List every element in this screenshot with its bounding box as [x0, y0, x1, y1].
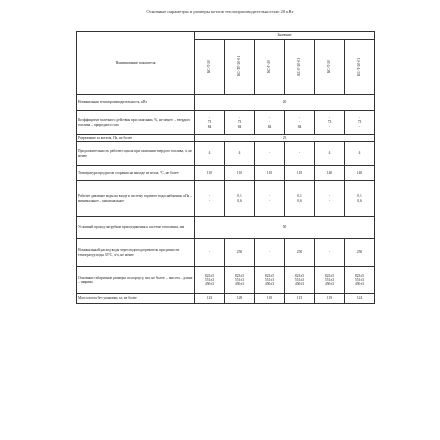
cell-value: -	[328, 124, 331, 129]
row-value: 20	[195, 95, 375, 111]
cell-value: 4	[238, 151, 241, 156]
model-header-cell	[195, 40, 225, 95]
model-name: КС-Т-20	[207, 59, 212, 73]
model-name: КС-Т-20	[327, 59, 332, 73]
table-row	[77, 294, 375, 304]
cell-value: -	[208, 116, 211, 121]
cell-value: 450±3	[354, 282, 365, 287]
value-cell	[345, 111, 375, 135]
value-cell	[225, 181, 255, 217]
row-label: Разрежение за котлом, Па, не более	[77, 135, 195, 142]
cell-value: 0,6	[297, 198, 302, 203]
model-header-cell	[285, 40, 315, 95]
value-cell	[345, 181, 375, 217]
cell-value: -	[268, 198, 271, 203]
cell-value: 84	[207, 124, 212, 129]
cell-value: -	[328, 194, 331, 199]
row-label: Температура продуктов сгорания на выходе из котла, °С, не более	[77, 166, 195, 181]
row-value: 25	[195, 135, 375, 142]
cell-value: 551±3	[234, 277, 245, 282]
header-row	[77, 32, 375, 40]
value-cell	[255, 267, 285, 294]
cell-value: 110	[296, 170, 303, 175]
cell-value: 0,1	[297, 194, 302, 199]
cell-value: 823±5	[234, 273, 245, 278]
value-cell	[255, 111, 285, 135]
cell-value: 4	[358, 151, 361, 156]
cell-value: 250	[296, 250, 303, 255]
document-title: Основные параметры и размеры котлов теплопроизводительностью 20 кВт	[146, 9, 294, 14]
value-cell	[345, 142, 375, 166]
values-column-header: Значение	[195, 32, 375, 40]
value-cell	[195, 142, 225, 166]
value-cell	[195, 294, 225, 304]
cell-value: -	[358, 124, 361, 129]
cell-value: 823±5	[324, 273, 335, 278]
value-cell	[225, 142, 255, 166]
cell-value: 110	[236, 170, 243, 175]
value-cell	[285, 294, 315, 304]
cell-value: 73	[207, 120, 212, 125]
cell-value: 84	[237, 124, 242, 129]
cell-value: -	[208, 194, 211, 199]
table-row	[77, 95, 375, 111]
cell-value: -	[268, 250, 271, 255]
cell-value: 123	[206, 296, 213, 301]
cell-value: 128	[236, 296, 243, 301]
value-cell	[195, 239, 225, 267]
cell-value: -	[268, 151, 271, 156]
model-name: КС-ТГ-20-01	[237, 56, 242, 77]
table-row	[77, 111, 375, 135]
value-cell	[285, 181, 315, 217]
row-label: Масса котла без упаковки, кг, не более	[77, 294, 195, 304]
value-cell	[255, 166, 285, 181]
value-cell	[315, 142, 345, 166]
cell-value: 119	[326, 296, 333, 301]
cell-value: -	[238, 116, 241, 121]
cell-value: 450±3	[234, 282, 245, 287]
cell-value: 551±3	[294, 277, 305, 282]
value-cell	[315, 267, 345, 294]
table-row	[77, 142, 375, 166]
row-label: Условный проход патрубков присоединения к системе отопления, мм	[77, 217, 195, 239]
cell-value: 84	[297, 124, 302, 129]
value-cell	[225, 294, 255, 304]
cell-value: 823±5	[204, 273, 215, 278]
value-cell	[285, 267, 315, 294]
cell-value: -	[208, 198, 211, 203]
parameters-table	[76, 31, 375, 304]
name-column-header: Наименование показателя	[77, 32, 195, 95]
value-cell	[195, 111, 225, 135]
cell-value: 110	[206, 170, 213, 175]
cell-value: -	[268, 194, 271, 199]
table-row	[77, 166, 375, 181]
row-label: Номинальный расход воды через водоподогреватель при разности температур воды 35°С, л/ч, не менее	[77, 239, 195, 267]
value-cell	[225, 111, 255, 135]
value-cell	[285, 111, 315, 135]
cell-value: 0,1	[357, 194, 362, 199]
table-row	[77, 267, 375, 294]
value-cell	[315, 294, 345, 304]
row-label: Продолжительность рабочего цикла при сжигании твердого топлива, ч, не менее	[77, 142, 195, 166]
cell-value: 110	[266, 296, 273, 301]
cell-value: 110	[266, 170, 273, 175]
value-cell	[315, 166, 345, 181]
cell-value: 551±3	[324, 277, 335, 282]
cell-value: 140	[356, 170, 363, 175]
cell-value: 250	[356, 250, 363, 255]
table-row	[77, 217, 375, 239]
model-header-cell	[255, 40, 285, 95]
value-cell	[315, 111, 345, 135]
value-cell	[195, 181, 225, 217]
cell-value: 73	[327, 120, 332, 125]
cell-value: 4	[208, 151, 211, 156]
value-cell	[225, 267, 255, 294]
cell-value: -	[208, 250, 211, 255]
value-cell	[345, 166, 375, 181]
cell-value: -	[298, 120, 301, 125]
value-cell	[285, 142, 315, 166]
cell-value: 823±5	[354, 273, 365, 278]
cell-value: -	[298, 151, 301, 156]
value-cell	[255, 181, 285, 217]
value-cell	[285, 239, 315, 267]
cell-value: -	[328, 116, 331, 121]
row-label: Коэффициент полезного действия при сжигании, %, не менее: – твердого топлива – природного газа	[77, 111, 195, 135]
value-cell	[345, 267, 375, 294]
table-row	[77, 239, 375, 267]
value-cell	[255, 142, 285, 166]
model-header-cell	[225, 40, 255, 95]
model-name: КС-Г-20	[267, 59, 272, 73]
model-name: КС-Т-20-01	[357, 57, 362, 76]
value-cell	[285, 166, 315, 181]
cell-value: 450±3	[294, 282, 305, 287]
cell-value: -	[328, 250, 331, 255]
cell-value: 84	[267, 124, 272, 129]
cell-value: 823±5	[264, 273, 275, 278]
cell-value: -	[328, 198, 331, 203]
model-name: КС-Г-20-01	[297, 57, 302, 76]
model-header-cell	[345, 40, 375, 95]
cell-value: 115	[296, 296, 303, 301]
value-cell	[225, 166, 255, 181]
table-row	[77, 135, 375, 142]
cell-value: 551±3	[204, 277, 215, 282]
cell-value: 250	[236, 250, 243, 255]
cell-value: 551±3	[354, 277, 365, 282]
table-row	[77, 181, 375, 217]
cell-value: -	[268, 120, 271, 125]
cell-value: 73	[357, 120, 362, 125]
value-cell	[315, 181, 345, 217]
row-label: Основные габаритные размеры по корпусу, мм, не более: – высота – длина – ширина	[77, 267, 195, 294]
value-cell	[315, 239, 345, 267]
cell-value: 450±3	[264, 282, 275, 287]
cell-value: 73	[237, 120, 242, 125]
cell-value: 140	[326, 170, 333, 175]
row-label: Рабочее давление воды на входе в систему горячего водоснабжения, кПа – минимальное – максимальное	[77, 181, 195, 217]
cell-value: -	[268, 116, 271, 121]
model-header-cell	[315, 40, 345, 95]
cell-value: 0,1	[237, 194, 242, 199]
cell-value: 823±5	[294, 273, 305, 278]
cell-value: 4	[328, 151, 331, 156]
cell-value: -	[298, 116, 301, 121]
cell-value: 450±3	[324, 282, 335, 287]
cell-value: 551±3	[264, 277, 275, 282]
cell-value: 450±3	[204, 282, 215, 287]
value-cell	[225, 239, 255, 267]
value-cell	[255, 294, 285, 304]
value-cell	[195, 166, 225, 181]
row-value: 50	[195, 217, 375, 239]
value-cell	[195, 267, 225, 294]
cell-value: 0,6	[237, 198, 242, 203]
cell-value: 0,6	[357, 198, 362, 203]
cell-value: 124	[356, 296, 363, 301]
value-cell	[345, 239, 375, 267]
row-label: Номинальная теплопроизводительность, кВт	[77, 95, 195, 111]
cell-value: -	[358, 116, 361, 121]
value-cell	[345, 294, 375, 304]
value-cell	[255, 239, 285, 267]
